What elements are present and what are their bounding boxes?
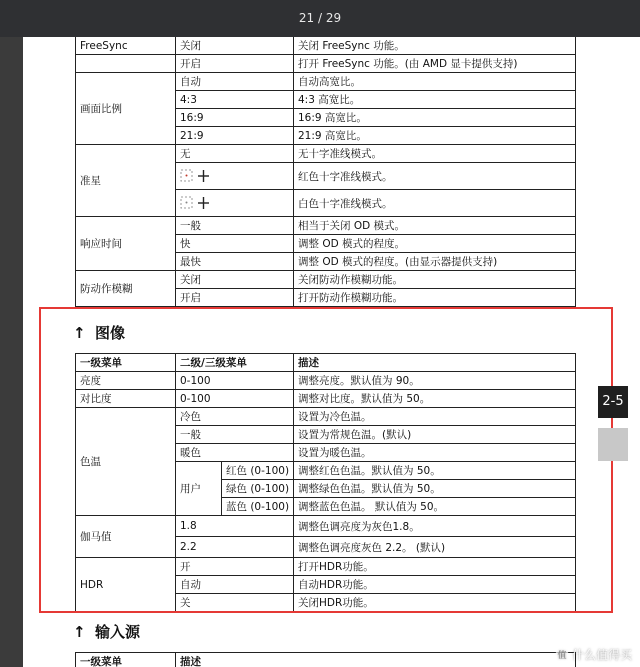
viewer-toolbar <box>0 0 640 37</box>
input-settings-table <box>75 652 576 667</box>
sub-cell: 关 <box>176 594 294 612</box>
menu-cell: 防动作模糊 <box>76 271 176 307</box>
menu-cell: 亮度 <box>76 372 176 390</box>
sub-cell: 开启 <box>176 55 294 73</box>
desc-cell: 调整蓝色色温。 默认值为 50。 <box>294 498 576 516</box>
sub-cell: 自动 <box>176 73 294 91</box>
sub-cell: 自动 <box>176 576 294 594</box>
desc-cell: 16:9 高宽比。 <box>294 109 576 127</box>
desc-cell: 调整 OD 模式的程度。(由显示器提供支持) <box>294 253 576 271</box>
desc-cell: 调整绿色色温。默认值为 50。 <box>294 480 576 498</box>
sub-cell: 关闭 <box>176 271 294 289</box>
sub-cell: 0-100 <box>176 372 294 390</box>
menu-cell: 响应时间 <box>76 217 176 271</box>
desc-cell: 关闭防动作模糊功能。 <box>294 271 576 289</box>
image-settings-table <box>75 353 576 612</box>
sub-cell: 暖色 <box>176 444 294 462</box>
table-row <box>76 516 576 537</box>
menu-cell: 伽马值 <box>76 516 176 558</box>
desc-cell: 关闭 FreeSync 功能。 <box>294 37 576 55</box>
third-level-cell: 红色 (0-100) <box>222 462 294 480</box>
watermark-logo: 值 <box>555 649 569 663</box>
section-heading-image <box>73 322 125 343</box>
table-row <box>76 390 576 408</box>
sub-cell: 21:9 <box>176 127 294 145</box>
column-header: 描述 <box>176 653 576 667</box>
game-settings-table <box>75 37 576 307</box>
sub-cell: 开启 <box>176 289 294 307</box>
section-heading-input <box>73 621 140 642</box>
sub-cell: 最快 <box>176 253 294 271</box>
table-row <box>76 271 576 289</box>
table-row <box>76 73 576 91</box>
sub-cell: 0-100 <box>176 390 294 408</box>
chapter-tab-inactive[interactable] <box>598 428 628 461</box>
sub-cell: 关闭 <box>176 37 294 55</box>
document-page <box>23 37 640 667</box>
desc-cell: 打开防动作模糊功能。 <box>294 289 576 307</box>
sub-cell: 开 <box>176 558 294 576</box>
table-row <box>76 145 576 163</box>
desc-cell: 4:3 高宽比。 <box>294 91 576 109</box>
sub-cell: 冷色 <box>176 408 294 426</box>
menu-cell: HDR <box>76 558 176 612</box>
menu-cell <box>76 55 176 73</box>
sub-cell: 一般 <box>176 217 294 235</box>
watermark-text: 什么值得买 <box>571 648 632 662</box>
table-row <box>76 372 576 390</box>
column-header: 一级菜单 <box>76 354 176 372</box>
sub-cell: 2.2 <box>176 537 294 558</box>
sub-cell: 快 <box>176 235 294 253</box>
column-header: 一级菜单 <box>76 653 176 667</box>
menu-cell: 色温 <box>76 408 176 516</box>
white-crosshair-icon <box>180 195 210 211</box>
sub-cell: 4:3 <box>176 91 294 109</box>
desc-cell: 打开HDR功能。 <box>294 558 576 576</box>
column-header: 描述 <box>294 354 576 372</box>
up-arrow-icon: ↑ <box>73 324 86 342</box>
desc-cell: 设置为暖色温。 <box>294 444 576 462</box>
sub-cell: 无 <box>176 145 294 163</box>
menu-cell: 准星 <box>76 145 176 217</box>
sub-cell: 用户 <box>176 462 222 516</box>
desc-cell: 无十字准线模式。 <box>294 145 576 163</box>
desc-cell: 相当于关闭 OD 模式。 <box>294 217 576 235</box>
desc-cell: 调整红色色温。默认值为 50。 <box>294 462 576 480</box>
column-header: 二级/三级菜单 <box>176 354 294 372</box>
table-row <box>76 55 576 73</box>
desc-cell: 打开 FreeSync 功能。(由 AMD 显卡提供支持) <box>294 55 576 73</box>
sub-cell <box>176 163 294 190</box>
desc-cell: 调整色调亮度灰色 2.2。 (默认) <box>294 537 576 558</box>
menu-cell: 画面比例 <box>76 73 176 145</box>
sub-cell <box>176 190 294 217</box>
sub-cell: 16:9 <box>176 109 294 127</box>
page-indicator: 21 / 29 <box>298 11 342 25</box>
table-row <box>76 558 576 576</box>
table-row <box>76 217 576 235</box>
up-arrow-icon: ↑ <box>73 623 86 641</box>
menu-cell: FreeSync <box>76 37 176 55</box>
desc-cell: 设置为常规色温。(默认) <box>294 426 576 444</box>
table-row <box>76 37 576 55</box>
third-level-cell: 绿色 (0-100) <box>222 480 294 498</box>
table-header-row <box>76 354 576 372</box>
section-title: 图像 <box>95 324 126 342</box>
chapter-tab[interactable]: 2-5 <box>598 386 628 418</box>
desc-cell: 红色十字准线模式。 <box>294 163 576 190</box>
third-level-cell: 蓝色 (0-100) <box>222 498 294 516</box>
desc-cell: 自动高宽比。 <box>294 73 576 91</box>
watermark <box>555 646 632 663</box>
desc-cell: 关闭HDR功能。 <box>294 594 576 612</box>
desc-cell: 调整色调亮度为灰色1.8。 <box>294 516 576 537</box>
desc-cell: 调整对比度。默认值为 50。 <box>294 390 576 408</box>
sub-cell: 一般 <box>176 426 294 444</box>
red-crosshair-icon <box>180 168 210 184</box>
desc-cell: 白色十字准线模式。 <box>294 190 576 217</box>
desc-cell: 设置为冷色温。 <box>294 408 576 426</box>
table-row <box>76 408 576 426</box>
menu-cell: 对比度 <box>76 390 176 408</box>
desc-cell: 调整 OD 模式的程度。 <box>294 235 576 253</box>
desc-cell: 21:9 高宽比。 <box>294 127 576 145</box>
sub-cell: 1.8 <box>176 516 294 537</box>
desc-cell: 自动HDR功能。 <box>294 576 576 594</box>
section-title: 输入源 <box>95 623 141 641</box>
desc-cell: 调整亮度。默认值为 90。 <box>294 372 576 390</box>
table-header-row <box>76 653 576 667</box>
